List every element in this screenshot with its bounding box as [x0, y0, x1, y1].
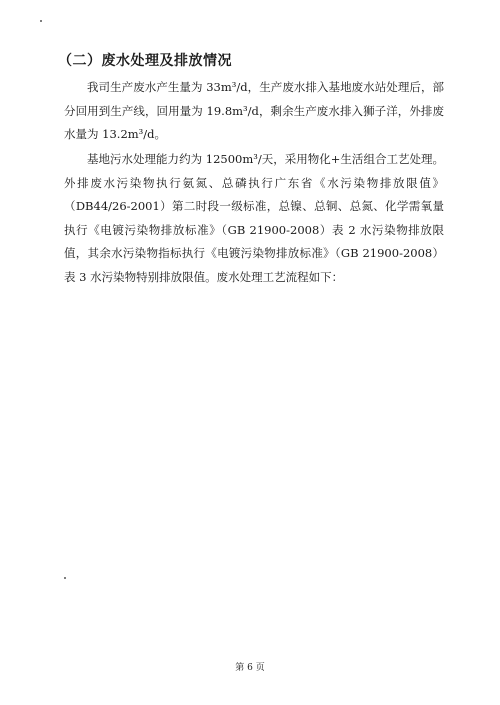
page-number: 第 6 页	[235, 663, 265, 673]
scan-speck	[64, 577, 66, 579]
paragraph-treatment-standards: 基地污水处理能力约为 12500m³/天，采用物化+生活组合工艺处理。外排废水污染物执行氨氮、总磷执行广东省《水污染物排放限值》（DB44/26-2001）第二时段一级标准，总镍、总铜、总氮、化学需氧量执行《电镀污染物排放标准》（GB 21900-2008）表 2 水污染物排放限值，其余水污染物指标执行《电镀污染物排放标准》（GB 21900-2008）表 3 水污染物特别排放限值。废水处理工艺流程如下：	[64, 152, 444, 284]
scan-speck	[40, 20, 42, 22]
paragraph-wastewater-volume: 我司生产废水产生量为 33m³/d，生产废水排入基地废水站处理后，部分回用到生产线，回用量为 19.8m³/d，剩余生产废水排入狮子洋，外排废水量为 13.2m³/d。	[64, 80, 444, 141]
section-heading: （二）废水处理及排放情况	[58, 53, 232, 69]
